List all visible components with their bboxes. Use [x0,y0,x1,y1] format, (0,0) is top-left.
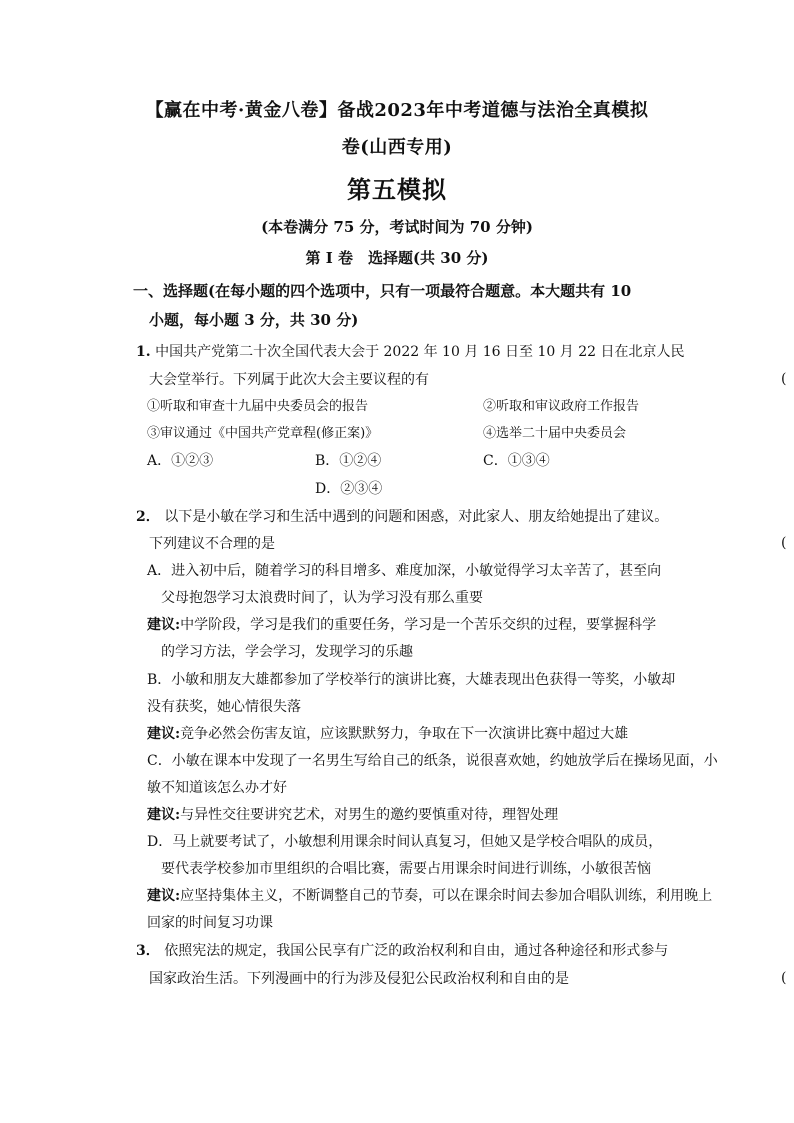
paper-title-line2: 卷(山西专用) [341,137,453,158]
q2-a-suggestion-text1: 中学阶段，学习是我们的重要任务，学习是一个苦乐交织的过程，要掌握科学 [180,617,657,633]
q2-answer-paren: ( [781,535,787,551]
section-instruction-line1: 一、选择题(在每小题的四个选项中，只有一项最符合题意。本大题共有 10 [133,282,632,300]
q2-option-c-suggestion [147,806,558,824]
q2-option-d-suggestion-line2: 回家的时间复习功课 [147,915,273,931]
q1-option-d: D．②③④ [315,481,383,497]
q2-option-d-line1: D．马上就要考试了，小敏想利用课余时间认真复习，但她又是学校合唱队的成员， [147,834,663,850]
q1-option-b: B．①②④ [315,453,382,469]
q1-item-3: ③审议通过《中国共产党章程(修正案)》 [147,426,379,441]
q3-answer-paren: ( [781,970,787,986]
q1-item-4: ④选举二十届中央委员会 [483,426,627,441]
q2-option-b-line2: 没有获奖，她心情很失落 [147,699,301,715]
model-heading: 第五模拟 [347,175,447,204]
q1-number: 1. [136,344,151,360]
q2-d-suggestion-text1: 应坚持集体主义，不断调整自己的节奏，可以在课余时间去参加合唱队训练，利用晚上 [180,888,713,904]
q2-option-d-suggestion-line1 [147,887,712,905]
q2-stem-line1 [136,508,668,526]
q1-option-a: A．①②③ [147,453,214,469]
q2-a-suggestion-label: 建议: [147,617,181,633]
q2-stem-text1: 以下是小敏在学习和生活中遇到的问题和困惑，对此家人、朋友给她提出了建议。 [164,509,669,525]
q1-stem-line1 [136,343,684,361]
q1-item-1: ①听取和审查十九届中央委员会的报告 [147,399,369,414]
section-instruction-line2: 小题，每小题 3 分，共 30 分) [149,311,359,329]
q1-stem-line2: 大会堂举行。下列属于此次大会主要议程的有 [149,372,429,388]
q2-option-b-suggestion [147,725,628,743]
q3-number: 3． [136,943,160,959]
q2-option-c-line2: 敏不知道该怎么办才好 [147,780,287,796]
q1-stem-text1: 中国共产党第二十次全国代表大会于 2022 年 10 月 16 日至 10 月 22 日在北京人民 [155,344,685,360]
q2-option-d-line2: 要代表学校参加市里组织的合唱比赛，需要占用课余时间进行训练，小敏很苦恼 [161,861,651,877]
q2-option-a-line1: A．进入初中后，随着学习的科目增多、难度加深，小敏觉得学习太辛苦了，甚至向 [147,563,662,579]
q2-option-a-suggestion-line2: 的学习方法，学会学习，发现学习的乐趣 [161,644,413,660]
q2-stem-line2: 下列建议不合理的是 [149,536,275,552]
q1-answer-paren: ( [781,371,787,387]
score-info: (本卷满分 75 分，考试时间为 70 分钟) [261,218,533,236]
q2-number: 2． [136,509,160,525]
q2-b-suggestion-text: 竞争必然会伤害友谊，应该默默努力，争取在下一次演讲比赛中超过大雄 [180,726,629,742]
q1-option-c: C．①③④ [483,453,550,469]
q2-c-suggestion-label: 建议: [147,807,181,823]
q2-option-b-line1: B．小敏和朋友大雄都参加了学校举行的演讲比赛，大雄表现出色获得一等奖，小敏却 [147,672,676,688]
q2-option-a-line2: 父母抱怨学习太浪费时间了，认为学习没有那么重要 [161,590,483,606]
part-heading: 第 I 卷 选择题(共 30 分) [305,249,489,267]
q2-c-suggestion-text: 与异性交往要讲究艺术，对男生的邀约要慎重对待，理智处理 [180,807,559,823]
q2-d-suggestion-label: 建议: [147,888,181,904]
paper-title-line1: 【赢在中考·黄金八卷】备战2023年中考道德与法治全真模拟 [145,100,649,121]
q2-b-suggestion-label: 建议: [147,726,181,742]
q2-option-a-suggestion-line1 [147,616,656,634]
q1-item-2: ②听取和审议政府工作报告 [483,399,640,414]
q3-stem-line1 [136,942,668,960]
q2-option-c-line1: C．小敏在课本中发现了一名男生写给自己的纸条，说很喜欢她，约她放学后在操场见面，小 [147,753,718,769]
q3-stem-line2: 国家政治生活。下列漫画中的行为涉及侵犯公民政治权利和自由的是 [149,971,569,987]
q3-stem-text1: 依照宪法的规定，我国公民享有广泛的政治权利和自由，通过各种途径和形式参与 [164,943,669,959]
